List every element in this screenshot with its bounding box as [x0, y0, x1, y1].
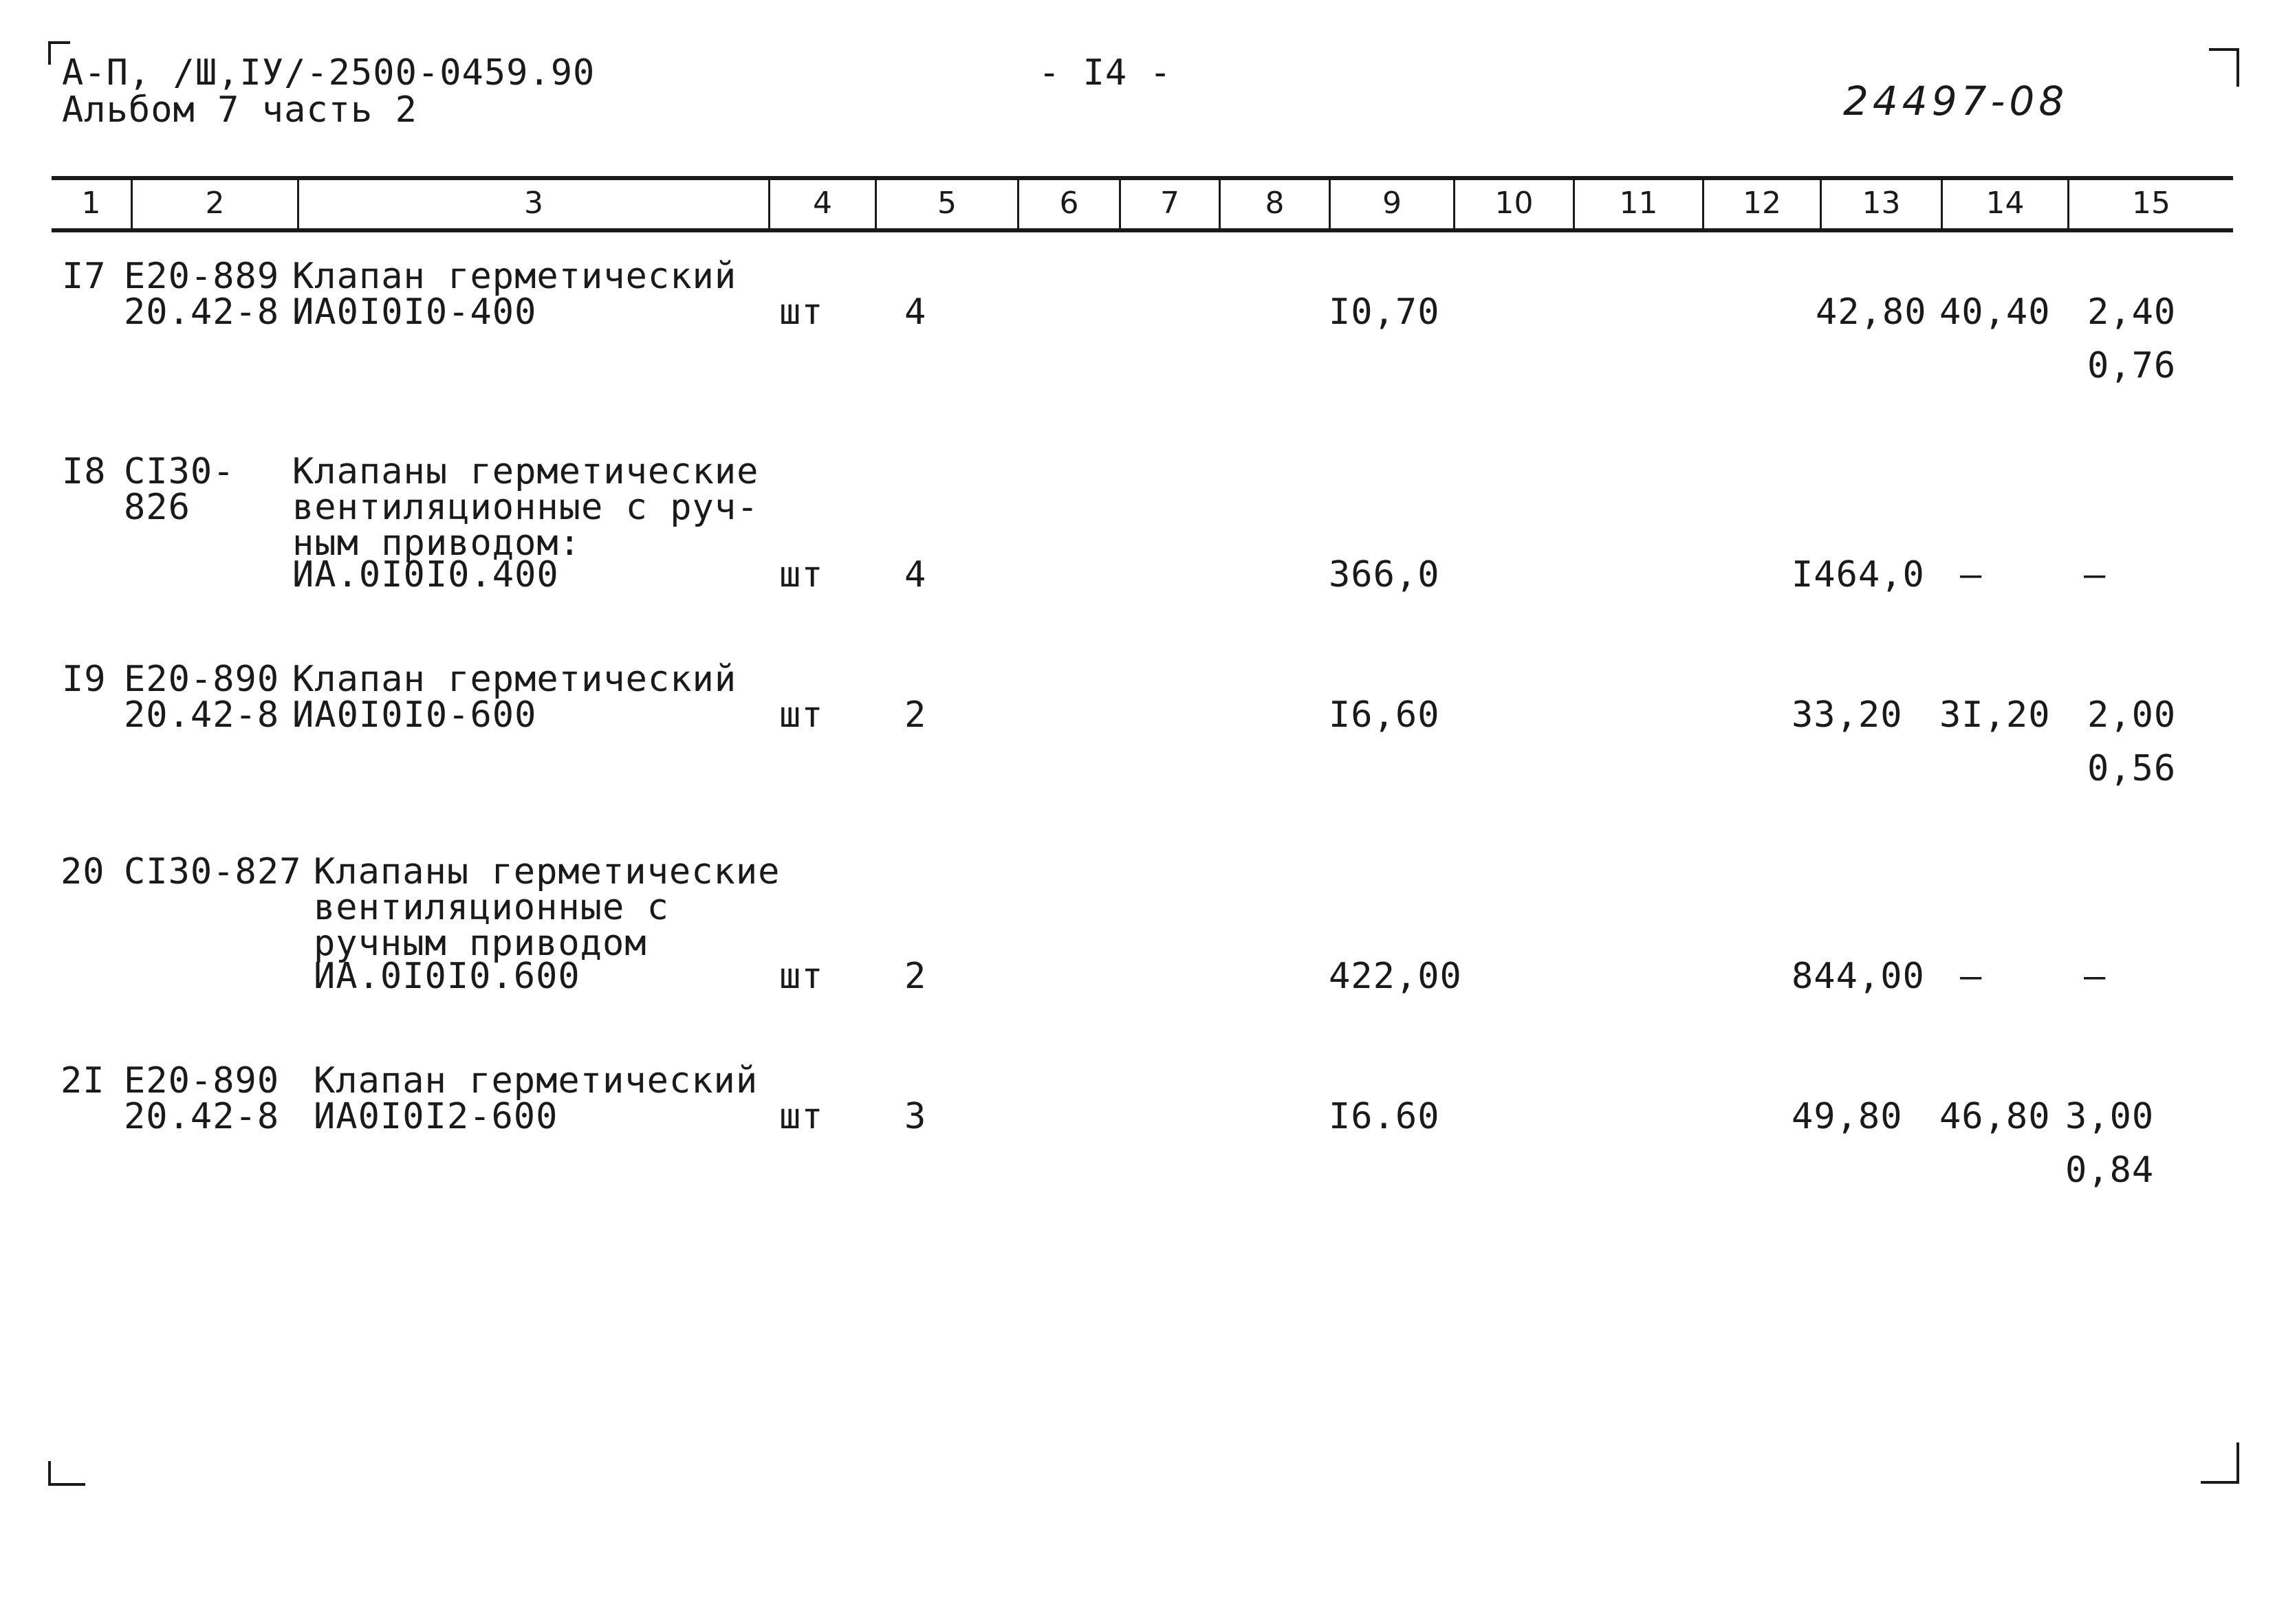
column-number: 13 — [1862, 186, 1901, 221]
column-number: 9 — [1382, 186, 1402, 221]
row-col14: 46,80 — [1939, 1096, 2051, 1137]
column-number: 14 — [1985, 186, 2025, 221]
row-quantity: 4 — [904, 554, 927, 595]
row-description: ным приводом: — [292, 523, 581, 564]
row-total: I464,0 — [1792, 554, 1925, 595]
row-description: Клапаны герметические — [292, 451, 759, 492]
row-quantity: 3 — [904, 1096, 927, 1137]
row-description: ИА.0I0I0.600 — [314, 956, 580, 997]
row-description: ИА.0I0I0.400 — [292, 554, 559, 595]
row-description: ИА0I0I2-600 — [314, 1096, 558, 1137]
row-code: 20.42-8 — [124, 694, 280, 736]
row-unit: шт — [779, 292, 824, 333]
row-unit: шт — [779, 554, 824, 595]
row-number: I8 — [62, 451, 107, 492]
inventory-number: 24497-08 — [1843, 78, 2069, 124]
row-col15: 0,76 — [2087, 345, 2177, 386]
corner-mark-bottom-left — [48, 1461, 85, 1486]
row-price: I0,70 — [1329, 292, 1440, 333]
column-number: 15 — [2132, 186, 2170, 221]
row-quantity: 2 — [904, 956, 927, 997]
document-code: А-П, /Ш,IУ/-2500-0459.90 — [62, 52, 596, 94]
row-description: Клапан герметический — [292, 256, 737, 297]
row-unit: шт — [779, 1096, 824, 1137]
row-description: Клапан герметический — [314, 1060, 759, 1101]
row-description: ИА0I0I0-400 — [292, 292, 537, 333]
row-col15: 0,56 — [2087, 748, 2177, 789]
row-total: 49,80 — [1792, 1096, 1903, 1137]
row-price: I6,60 — [1329, 694, 1440, 736]
row-col15: 3,00 — [2065, 1096, 2155, 1137]
row-price: 366,0 — [1329, 554, 1440, 595]
row-col14: 3I,20 — [1939, 694, 2051, 736]
column-number: 1 — [81, 186, 101, 221]
row-description: ИА0I0I0-600 — [292, 694, 537, 736]
row-code: 20.42-8 — [124, 292, 280, 333]
column-number: 8 — [1265, 186, 1285, 221]
row-code: Е20-890 — [124, 659, 280, 700]
row-number: 20 — [61, 851, 105, 892]
column-number: 2 — [205, 186, 225, 221]
row-unit: шт — [779, 694, 824, 736]
row-col14: – — [1960, 554, 1983, 595]
row-description: ручным приводом — [314, 923, 647, 964]
column-number: 5 — [937, 186, 957, 221]
row-quantity: 2 — [904, 694, 927, 736]
row-col15: 2,40 — [2087, 292, 2177, 333]
row-code: 20.42-8 — [124, 1096, 280, 1137]
column-number: 10 — [1494, 186, 1534, 221]
row-col14: 40,40 — [1939, 292, 2051, 333]
row-col15: 2,00 — [2087, 694, 2177, 736]
row-number: I7 — [62, 256, 107, 297]
column-number: 12 — [1743, 186, 1781, 221]
row-col15: – — [2084, 956, 2107, 997]
row-description: Клапан герметический — [292, 659, 737, 700]
row-col14: – — [1960, 956, 1983, 997]
row-code: Е20-890 — [124, 1060, 280, 1101]
row-code: 826 — [124, 487, 191, 528]
row-code: Е20-889 — [124, 256, 280, 297]
row-total: 844,00 — [1792, 956, 1925, 997]
table-header-bottom-rule — [52, 228, 2233, 232]
row-description: вентиляционные с — [314, 887, 669, 928]
row-number: 2I — [61, 1060, 105, 1101]
corner-mark-bottom-right — [2201, 1442, 2239, 1484]
row-code: СI30-827 — [124, 851, 302, 892]
row-description: Клапаны герметические — [314, 851, 781, 892]
row-quantity: 4 — [904, 292, 927, 333]
row-number: I9 — [62, 659, 107, 700]
column-number: 11 — [1619, 186, 1658, 221]
row-total: 33,20 — [1792, 694, 1903, 736]
table-top-rule — [52, 176, 2233, 180]
row-col15: 0,84 — [2065, 1150, 2155, 1191]
column-number: 4 — [813, 186, 832, 221]
column-number: 6 — [1059, 186, 1079, 221]
album-part: Альбом 7 часть 2 — [62, 89, 417, 131]
row-code: СI30- — [124, 451, 235, 492]
page-number: - I4 - — [1038, 52, 1172, 94]
row-description: вентиляционные с руч- — [292, 487, 759, 528]
corner-mark-top-right — [2209, 48, 2239, 87]
column-number: 7 — [1160, 186, 1179, 221]
row-col15: – — [2084, 554, 2107, 595]
row-total: 42,80 — [1816, 292, 1927, 333]
column-number: 3 — [524, 186, 543, 221]
row-price: I6.60 — [1329, 1096, 1440, 1137]
row-unit: шт — [779, 956, 824, 997]
row-price: 422,00 — [1329, 956, 1462, 997]
